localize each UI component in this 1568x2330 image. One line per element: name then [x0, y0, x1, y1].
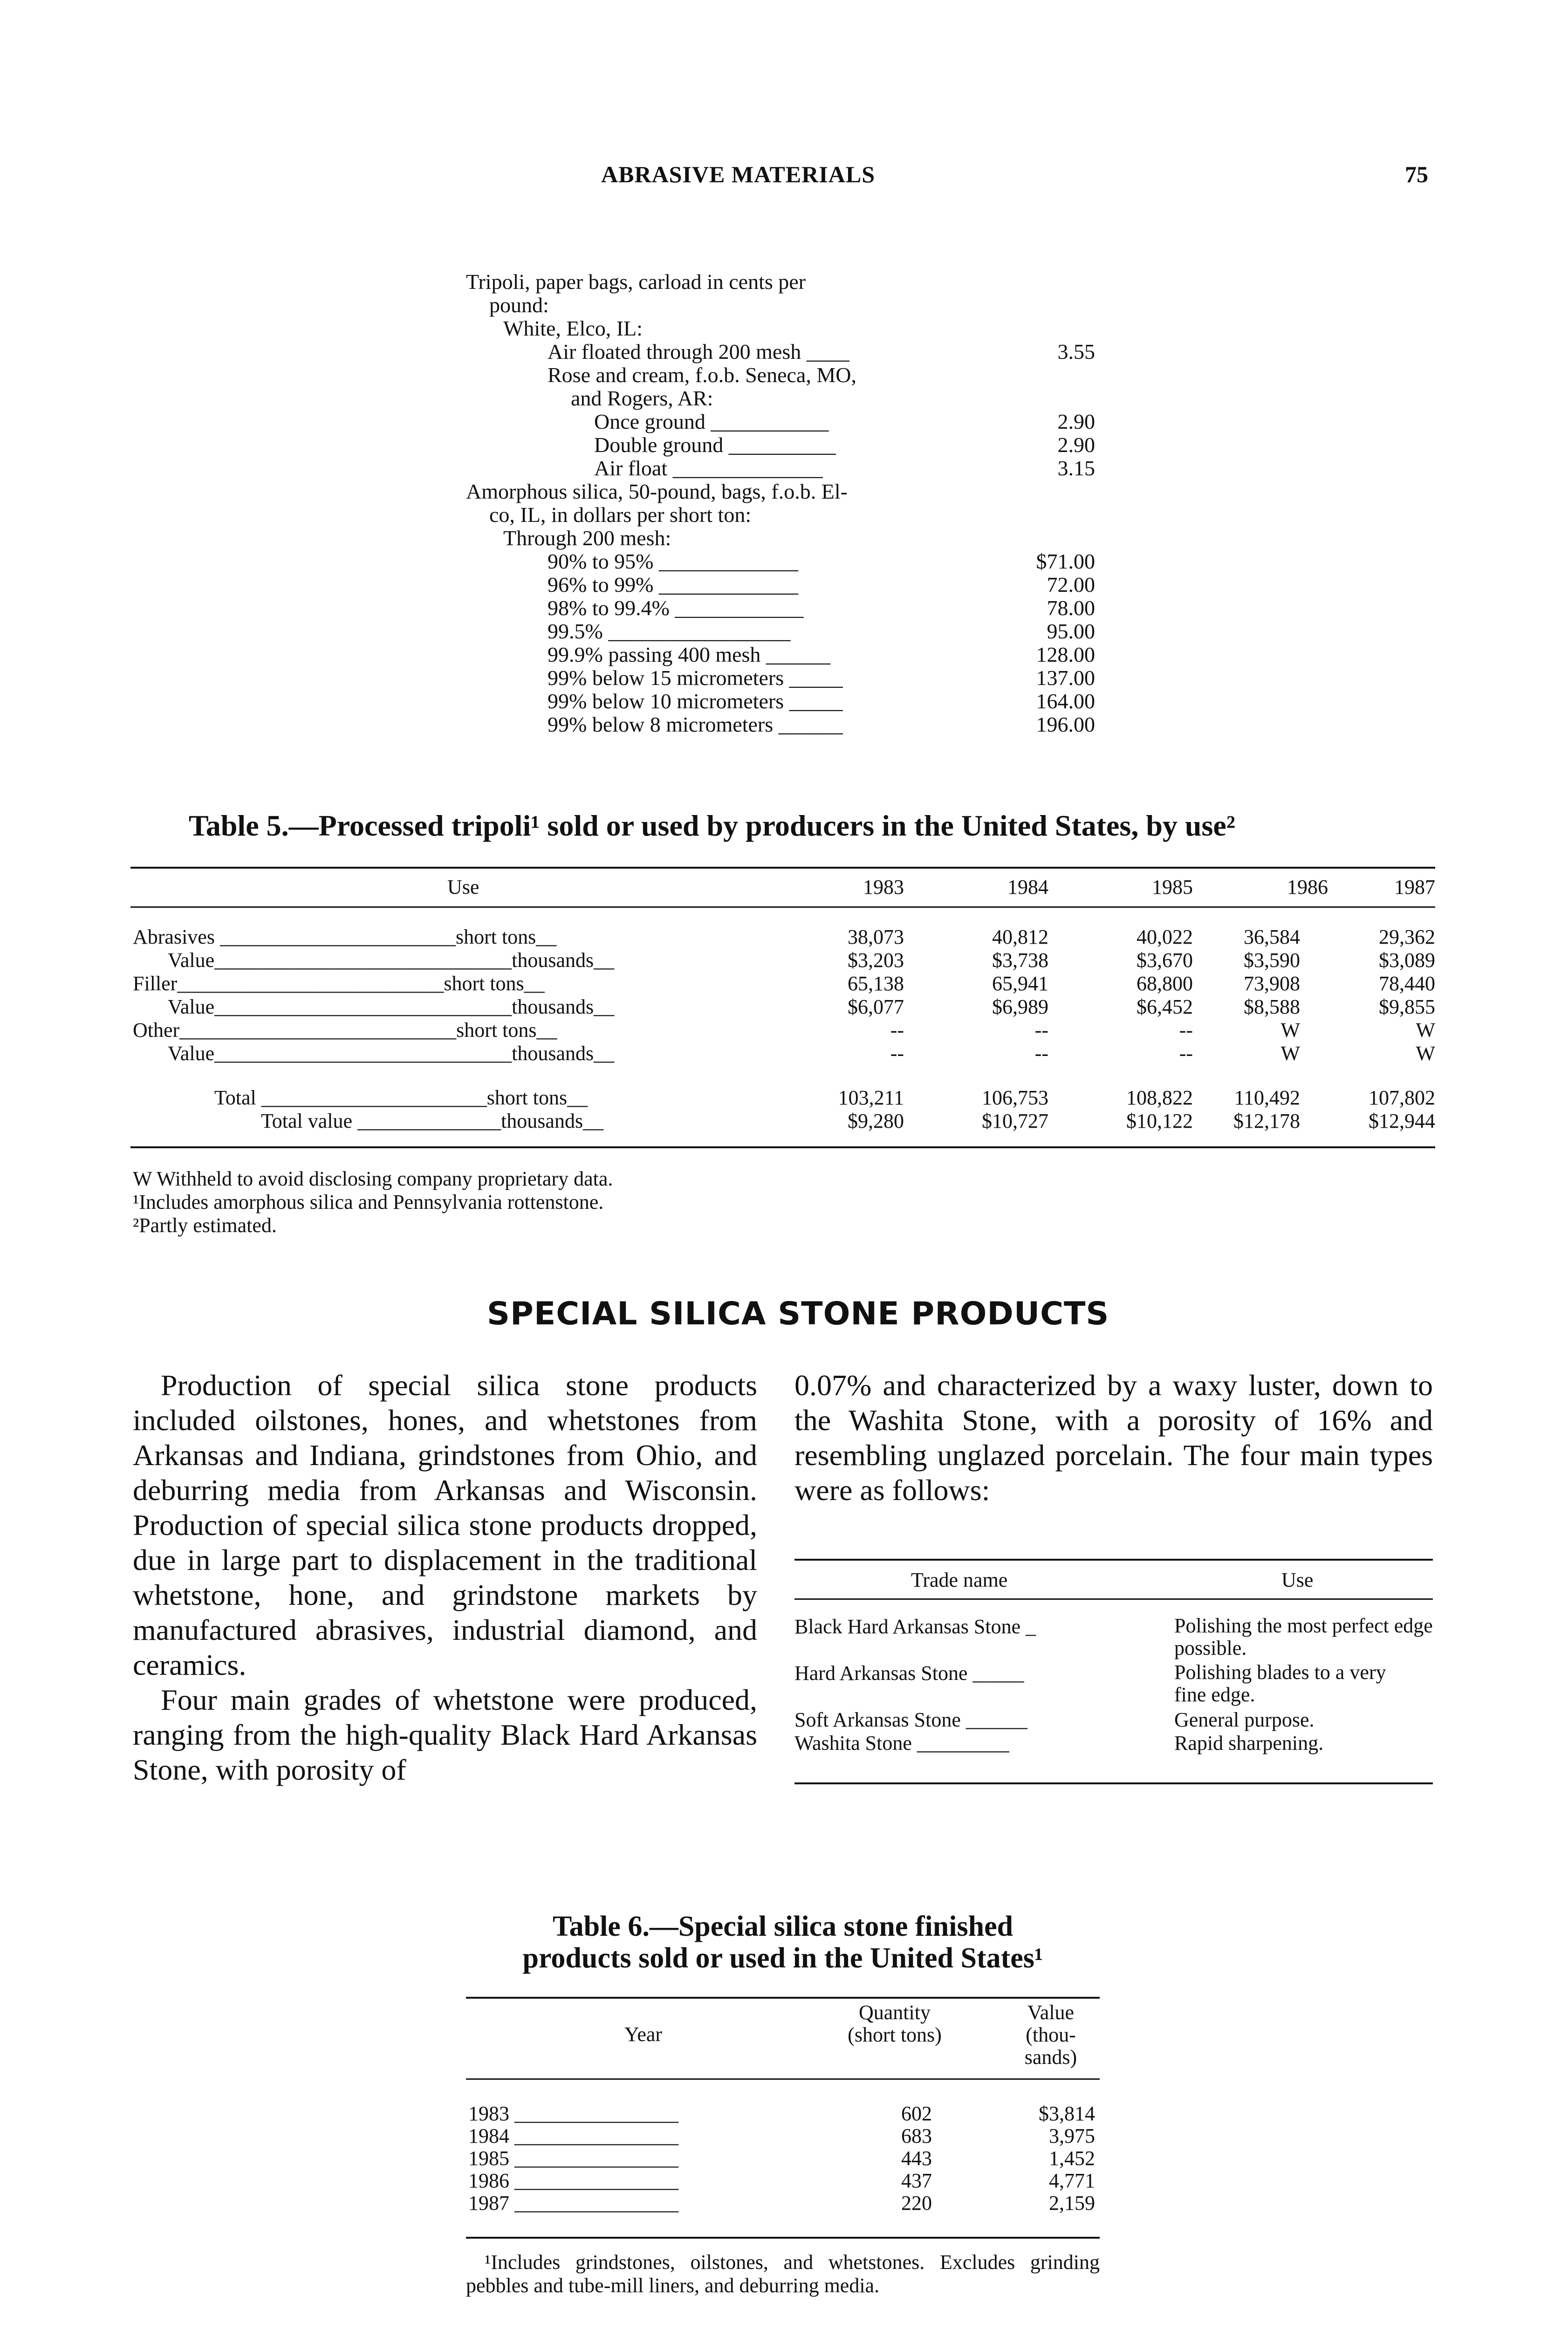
table5-cell: W	[1280, 1042, 1300, 1065]
table6-header-year: Year	[624, 2023, 663, 2046]
trade-table-use: Polishing the most perfect edge possible.	[1174, 1614, 1433, 1659]
table5-total-label: Total value ______________thousands__	[261, 1110, 604, 1132]
price-list-item: pound:	[489, 293, 549, 317]
trade-table-name: Soft Arkansas Stone ______	[794, 1708, 1027, 1731]
table5-cell: $3,670	[1137, 949, 1193, 972]
table6-bottom-rule	[466, 2237, 1100, 2239]
table5-header-rule	[130, 906, 1435, 908]
price-list-item: Through 200 mesh:	[503, 526, 671, 550]
table5-row-label: Value_____________________________thousands__	[168, 1042, 615, 1065]
table5-total-cell: $12,178	[1233, 1110, 1300, 1132]
table5-row-label: Abrasives _______________________short tons__	[133, 925, 557, 948]
trade-table-bottom-rule	[794, 1782, 1433, 1784]
trade-table-name: Hard Arkansas Stone _____	[794, 1662, 1024, 1685]
table6-cell-value: 1,452	[1049, 2147, 1095, 2170]
table5-footnote: ²Partly estimated.	[133, 1214, 277, 1237]
table6-cell-value: 2,159	[1049, 2192, 1095, 2214]
table5-cell: --	[1034, 1042, 1048, 1065]
price-value: 2.90	[1057, 433, 1095, 457]
table5-cell: $9,855	[1379, 995, 1435, 1018]
table5-cell: $3,590	[1244, 949, 1300, 972]
table6-cell-quantity: 683	[901, 2124, 932, 2147]
price-list-item: Air floated through 200 mesh ____	[548, 340, 849, 363]
table5-total-label: Total ______________________short tons__	[214, 1086, 588, 1109]
left-column	[133, 1368, 757, 1787]
table6-title-line: Table 6.—Special silica stone finished	[552, 1911, 1013, 1942]
table5-cell: 65,138	[848, 972, 904, 995]
section-title: SPECIAL SILICA STONE PRODUCTS	[487, 1295, 1109, 1332]
price-list-item: 90% to 95% _____________	[548, 549, 798, 573]
page-number: 75	[1405, 161, 1428, 187]
price-list-item: Once ground ___________	[594, 410, 829, 433]
table5-cell: 29,362	[1379, 925, 1435, 948]
table5-total-cell: $9,280	[848, 1110, 904, 1132]
table5-cell: 40,812	[992, 925, 1048, 948]
price-value: 164.00	[1036, 689, 1095, 713]
table5-cell: 78,440	[1379, 972, 1435, 995]
table6-row-year: 1983 ________________	[468, 2102, 678, 2125]
trade-table-header-rule	[794, 1598, 1433, 1600]
price-value: 196.00	[1036, 713, 1095, 736]
price-list-item: and Rogers, AR:	[571, 386, 713, 410]
price-value: 95.00	[1047, 619, 1095, 643]
table5-row-label: Value_____________________________thousands__	[168, 949, 615, 972]
trade-table-name: Washita Stone _________	[794, 1732, 1009, 1754]
price-value: $71.00	[1036, 549, 1095, 573]
price-list-item: 99.5% _________________	[548, 619, 791, 643]
table5-cell: 40,022	[1137, 925, 1193, 948]
table5-cell: --	[890, 1019, 904, 1042]
table5-cell: W	[1416, 1019, 1435, 1042]
table6-cell-value: 4,771	[1049, 2169, 1095, 2192]
table5-row-label: Other___________________________short tons__	[133, 1019, 557, 1042]
table5-header-year: 1985	[1152, 876, 1193, 898]
price-list-item: 99% below 10 micrometers _____	[548, 689, 843, 713]
table5-header-year: 1987	[1394, 876, 1435, 898]
price-list-item: 99% below 8 micrometers ______	[548, 713, 843, 736]
table5-total-cell: $10,122	[1126, 1110, 1193, 1132]
price-value: 137.00	[1036, 666, 1095, 690]
table5-cell: --	[1034, 1019, 1048, 1042]
table6-header-value: Value (thou- sands)	[1024, 2001, 1077, 2069]
table5-cell: 36,584	[1244, 925, 1300, 948]
table5-header-year: 1983	[863, 876, 904, 898]
table5-bottom-rule	[130, 1146, 1435, 1148]
trade-table-use: Polishing blades to a very fine edge.	[1174, 1661, 1386, 1706]
body-paragraph: Four main grades of whetstone were produced, ranging from the high-quality Black Hard Arkansas Stone, with porosity of	[133, 1683, 757, 1786]
table6-row-year: 1984 ________________	[468, 2124, 678, 2147]
table5-total-cell: 108,822	[1126, 1086, 1193, 1109]
table5-cell: $6,452	[1137, 995, 1193, 1018]
table6	[466, 1997, 1100, 2253]
price-list-item: Double ground __________	[594, 433, 836, 457]
table5-total-cell: 106,753	[982, 1086, 1048, 1109]
running-header: ABRASIVE MATERIALS	[601, 161, 876, 187]
table5-cell: $6,077	[848, 995, 904, 1018]
table6-cell-value: $3,814	[1039, 2102, 1095, 2125]
table6-header-quantity: Quantity (short tons)	[848, 2001, 942, 2046]
table5-cell: --	[890, 1042, 904, 1065]
table6-cell-quantity: 602	[901, 2102, 932, 2125]
table5-header-use: Use	[447, 876, 479, 898]
table5-footnote: W Withheld to avoid disclosing company proprietary data.	[133, 1167, 613, 1190]
trade-table-use: General purpose.	[1174, 1708, 1315, 1731]
table6-row-year: 1985 ________________	[468, 2147, 678, 2170]
table6-row-year: 1986 ________________	[468, 2169, 678, 2192]
price-value: 72.00	[1047, 573, 1095, 596]
price-list-item: White, Elco, IL:	[503, 316, 643, 340]
trade-table-header: Trade name	[911, 1569, 1008, 1591]
table5-footnotes	[133, 1167, 1065, 1237]
price-list-item: Rose and cream, f.o.b. Seneca, MO,	[548, 363, 856, 387]
table5-cell: $3,089	[1379, 949, 1435, 972]
price-value: 3.55	[1057, 340, 1095, 363]
table5-header-year: 1984	[1007, 876, 1048, 898]
trade-table-name: Black Hard Arkansas Stone _	[794, 1615, 1036, 1638]
body-paragraph: Production of special silica stone products included oilstones, hones, and whetstones from Arkansas and Indiana, grindstones from Ohio, and deburring media from Arkansas and Wisconsin. Production of special silica stone products dropped, due in large part to displacement in the traditional whetstone, hone, and grindstone markets by manufactured abrasives, industrial diamond, and ceramics.	[133, 1369, 757, 1681]
table5-cell: 68,800	[1137, 972, 1193, 995]
table6-title	[419, 1911, 1146, 1974]
trade-table-header: Use	[1281, 1569, 1314, 1591]
price-list-item: Tripoli, paper bags, carload in cents per	[466, 270, 806, 294]
price-value: 128.00	[1036, 643, 1095, 666]
price-value: 2.90	[1057, 410, 1095, 433]
body-paragraph: 0.07% and characterized by a waxy luster, down to the Washita Stone, with a porosity of 16% and resembling unglazed porcelain. The four main types were as follows:	[794, 1369, 1433, 1507]
table6-header-rule	[466, 2078, 1100, 2080]
table5-cell: 65,941	[992, 972, 1048, 995]
table5-total-cell: $10,727	[982, 1110, 1048, 1132]
table5-title: Table 5.—Processed tripoli¹ sold or used by producers in the United States, by use²	[189, 809, 1235, 842]
table6-cell-quantity: 443	[901, 2147, 932, 2170]
table5-total-cell: 107,802	[1369, 1086, 1435, 1109]
table5-cell: $6,989	[992, 995, 1048, 1018]
table5-cell: --	[1179, 1019, 1193, 1042]
price-value: 78.00	[1047, 596, 1095, 620]
table6-cell-quantity: 437	[901, 2169, 932, 2192]
table5-cell: $3,203	[848, 949, 904, 972]
price-list-item: Amorphous silica, 50-pound, bags, f.o.b. El-	[466, 480, 848, 503]
table5-row-label: Filler__________________________short tons__	[133, 972, 545, 995]
table5-total-cell: 110,492	[1234, 1086, 1300, 1109]
table5-cell: W	[1280, 1019, 1300, 1042]
price-list-item: co, IL, in dollars per short ton:	[489, 503, 752, 527]
table6-row-year: 1987 ________________	[468, 2192, 678, 2214]
price-list-item: 99% below 15 micrometers _____	[548, 666, 843, 690]
table5-total-cell: 103,211	[838, 1086, 904, 1109]
table6-cell-quantity: 220	[901, 2192, 932, 2214]
table5-cell: --	[1179, 1042, 1193, 1065]
table6-footnote: ¹Includes grindstones, oilstones, and whetstones. Excludes grinding pebbles and tube-mill liners, and deburring media.	[466, 2251, 1100, 2297]
table5-cell: $8,588	[1244, 995, 1300, 1018]
table6-title-line: products sold or used in the United States¹	[522, 1942, 1043, 1974]
trade-table-use: Rapid sharpening.	[1174, 1732, 1324, 1754]
table5-row-label: Value_____________________________thousands__	[168, 995, 615, 1018]
price-list-item: Air float ______________	[594, 456, 823, 480]
table5-footnote: ¹Includes amorphous silica and Pennsylvania rottenstone.	[133, 1191, 604, 1213]
table5-cell: W	[1416, 1042, 1435, 1065]
table5-cell: 38,073	[848, 925, 904, 948]
table5-cell: $3,738	[992, 949, 1048, 972]
right-column	[794, 1368, 1433, 1508]
table5-cell: 73,908	[1244, 972, 1300, 995]
table5-header-year: 1986	[1287, 876, 1328, 898]
price-list-item: 98% to 99.4% ____________	[548, 596, 804, 620]
price-value: 3.15	[1057, 456, 1095, 480]
price-list-item: 96% to 99% _____________	[548, 573, 798, 596]
trade-table	[794, 1559, 1433, 1792]
price-list-item: 99.9% passing 400 mesh ______	[548, 643, 830, 666]
table5-total-cell: $12,944	[1369, 1110, 1435, 1132]
table6-cell-value: 3,975	[1049, 2124, 1095, 2147]
